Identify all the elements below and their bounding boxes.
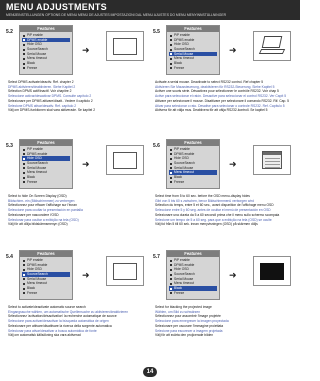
- bullet-icon: [170, 153, 172, 155]
- bullet-icon: [170, 149, 172, 151]
- projection-screen-illustration: [106, 145, 144, 175]
- description-pt: Ativar para selecionar o rato. Desative para selecionar o controle RS232. Ref. Capítulo 5: [155, 103, 285, 108]
- description-de: Wählen, um Bild zu schwärzen: [155, 309, 201, 314]
- description-fr: Sélection du temps, entre 5 et 60 sec., avant disparition de l'affichage menu OSD: [155, 203, 274, 208]
- osd-menu-item-label: SourceSearch: [174, 161, 195, 166]
- description-fr: Sélection DPMS actif/inactif. Voir chapitre 2: [8, 89, 72, 94]
- description-sv: Välj om automatisk källsökning ska vara aktiverad: [8, 333, 81, 338]
- bullet-icon: [170, 167, 172, 169]
- osd-menu-item-label: Freeze: [174, 179, 185, 184]
- osd-menu-item-label: DPMS enable: [27, 151, 48, 156]
- osd-menu: [166, 139, 220, 189]
- osd-menu-item-label: Freeze: [27, 290, 38, 295]
- osd-menu-list: [167, 257, 219, 296]
- bullet-icon: [23, 288, 25, 290]
- osd-menu-item-label: Serial Mouse: [27, 276, 47, 281]
- bullet-icon: [23, 269, 25, 271]
- osd-menu-item-label: Menu timeout: [27, 170, 47, 175]
- osd-menu-item-label: DPMS enable: [27, 37, 48, 42]
- osd-menu: [19, 250, 73, 300]
- osd-menu-title: Features: [167, 251, 219, 257]
- osd-menu-item-label: Freeze: [27, 65, 38, 70]
- section-number: 5.5: [153, 29, 160, 35]
- bullet-icon: [23, 283, 25, 285]
- bullet-icon: [23, 149, 25, 151]
- bullet-icon: [23, 167, 25, 169]
- osd-menu: [166, 250, 220, 300]
- bullet-icon: [23, 49, 25, 51]
- bullet-icon: [170, 44, 172, 46]
- thumbnail-title-bar: [263, 152, 281, 155]
- bullet-icon: [170, 181, 172, 183]
- osd-menu-item-label: Black: [174, 175, 183, 180]
- arrow-right-icon: ➜: [229, 45, 237, 55]
- description-sv: Aktivera för att välja mus. Deaktivera för att välja RS232-kontroll. Se kapitel 5: [155, 108, 268, 113]
- osd-menu-item[interactable]: [22, 66, 70, 71]
- osd-menu-list: [167, 32, 219, 71]
- projected-image-area: [260, 263, 284, 280]
- bullet-icon: [23, 181, 25, 183]
- description-de: DPMS aktivieren/deaktivieren. Siehe Kapitel 2: [8, 84, 76, 89]
- bullet-icon: [170, 274, 172, 276]
- language-titles: MENÜEINSTELLUNGEN OPTIONS DE MENU MENÚ DE AJUSTES IMPOSTAZIONI DAL MENU AJUSTES DO MENU MENYINNSTÄLLNINGER: [6, 13, 227, 17]
- projected-image-area: [113, 38, 137, 55]
- projection-screen-illustration: [253, 31, 291, 61]
- osd-menu-item[interactable]: [169, 291, 217, 296]
- description-es: Seleccione entre 5 y 60 seg. antes de ocultar el menú de presentación en OSD: [155, 208, 271, 213]
- description-block: [155, 305, 295, 338]
- page-title: MENU ADJUSTMENTS: [6, 2, 107, 12]
- bullet-icon: [170, 35, 172, 37]
- osd-menu-item-label: SourceSearch: [174, 47, 195, 52]
- description-fr: Activer une souris série. Désactivez pour sélectionner le contrôle RS232. Voir chap 5: [155, 89, 279, 94]
- section-number: 5.7: [153, 254, 160, 260]
- bullet-icon: [170, 264, 172, 266]
- osd-menu-item-label: Hide OSD: [27, 42, 42, 47]
- osd-menu-title: Features: [167, 140, 219, 146]
- description-es: Active para seleccionar el ratón. Desactive para seleccionar el control RS232. Ver Capít 5: [155, 94, 287, 99]
- bullet-icon: [170, 67, 172, 69]
- osd-menu-item-label: PiP enable: [174, 258, 190, 262]
- description-pt: Selecionar para ocultar a exibição na tela (OSD): [8, 217, 79, 222]
- description-pt: Selecione para escurecer a imagem projetada: [155, 328, 223, 333]
- osd-menu-item-label: SourceSearch: [174, 272, 195, 277]
- osd-menu-item-label: Black: [174, 61, 183, 66]
- osd-menu-item-label: PiP enable: [174, 147, 190, 151]
- osd-menu-item-label: Serial Mouse: [27, 165, 47, 170]
- osd-menu-item[interactable]: [22, 291, 70, 296]
- osd-menu-item-label: Black: [174, 286, 183, 291]
- arrow-right-icon: ➜: [229, 270, 237, 280]
- description-it: Selezionare per DPMS attivare/disatt.. Vedere il capitolo 2: [8, 98, 93, 103]
- osd-menu-item-label: Freeze: [174, 65, 185, 70]
- description-es: Seleccione activar/desactivar DPMS. Consulte capítulo 2: [8, 94, 92, 99]
- osd-menu-item-label: SourceSearch: [27, 161, 48, 166]
- bullet-icon: [23, 264, 25, 266]
- bullet-icon: [23, 58, 25, 60]
- bullet-icon: [170, 292, 172, 294]
- description-it: Selezionare per oscurare l'immagine proiettata: [155, 323, 224, 328]
- osd-menu-item-label: DPMS enable: [174, 37, 195, 42]
- description-sv: Välj om DPMS-funktionen skal vara aktiverade. Se kapitel 2: [8, 108, 96, 113]
- thumbnail-line: [265, 167, 280, 168]
- osd-menu-item-label: Freeze: [27, 179, 38, 184]
- bullet-icon: [170, 283, 172, 285]
- osd-menu-item-label: SourceSearch: [27, 47, 48, 52]
- laptop-screen: [262, 36, 283, 48]
- bullet-icon: [23, 163, 25, 165]
- osd-menu-item-label: Hide OSD: [27, 267, 42, 272]
- description-en: Activate a serial mouse. Deactivate to select RS232 control. Ref chapter 5: [155, 80, 264, 84]
- description-de: Gibt von 5 bis 60 s zwischen, bevor Bildschirmmenü verborgen wird: [155, 198, 254, 203]
- description-pt: Selecionar para ativar/desativar a busca automática de fonte: [8, 328, 97, 333]
- osd-menu-title: Features: [20, 140, 72, 146]
- description-de: Bildschirm- ein (Bildschirmmen) zu verbergen: [8, 198, 75, 203]
- section-5-4: [6, 250, 150, 366]
- bullet-icon: [23, 172, 25, 174]
- bullet-icon: [170, 163, 172, 165]
- bullet-icon: [23, 278, 25, 280]
- osd-menu-item-label: Menu timeout: [174, 281, 194, 286]
- osd-menu-item[interactable]: [22, 180, 70, 185]
- osd-menu-item-label: Menu timeout: [27, 281, 47, 286]
- description-en: Select DPMS activate/deactiv. Ref. chapter 2: [8, 80, 74, 84]
- osd-menu-item-label: SourceSearch: [27, 272, 48, 277]
- bullet-icon: [170, 260, 172, 262]
- osd-menu-item-label: DPMS enable: [174, 262, 195, 267]
- bullet-icon: [170, 58, 172, 60]
- arrow-right-icon: ➜: [82, 270, 90, 280]
- osd-menu-item-label: Hide OSD: [27, 156, 42, 161]
- bullet-icon: [23, 158, 25, 160]
- bullet-icon: [170, 278, 172, 280]
- bullet-icon: [170, 158, 172, 160]
- osd-menu-item-label: Menu timeout: [174, 56, 194, 61]
- osd-menu-item-label: DPMS enable: [27, 262, 48, 267]
- osd-menu-item-label: Hide OSD: [174, 42, 189, 47]
- description-sv: Välj för att dölja bildskärmsmenyn (OSD): [8, 222, 68, 227]
- projection-screen-illustration: [253, 256, 291, 286]
- osd-menu-title: Features: [167, 26, 219, 32]
- description-de: Aktivieren Sie Maussteuerung, deaktivieren für RS232-Steuerung. Siehe Kapitel 5: [155, 84, 275, 89]
- osd-menu-title: Features: [20, 251, 72, 257]
- section-number: 5.2: [6, 29, 13, 35]
- section-number: 5.4: [6, 254, 13, 260]
- description-en: Select to hide On Screen Display (OSD): [8, 194, 67, 198]
- description-sv: Välj för att svärta den projicerade bilden: [155, 333, 214, 338]
- osd-menu-item-label: Menu timeout: [27, 56, 47, 61]
- description-block: [8, 305, 148, 338]
- description-it: Attivare per selezionare il mouse. Disattivare per selezionare il comando RS232. Rif. Cap. 5: [155, 98, 289, 103]
- bullet-icon: [170, 53, 172, 55]
- description-block: [8, 80, 148, 113]
- description-fr: Sélectionnez 'activation/désactivation' la recherche automatique de source: [8, 314, 117, 319]
- osd-menu-item-label: Black: [27, 286, 36, 291]
- osd-menu-list: [20, 32, 72, 71]
- osd-menu-item-label: Serial Mouse: [174, 165, 194, 170]
- thumbnail-line: [265, 161, 280, 162]
- bullet-icon: [170, 288, 172, 290]
- bullet-icon: [23, 39, 25, 41]
- description-en: Select to activate/deactivate automatic source search: [8, 305, 86, 309]
- description-block: [155, 194, 295, 227]
- description-fr: Sélectionnez pour assombrir l'image projetée: [155, 314, 221, 319]
- laptop-icon: [260, 36, 286, 58]
- thumbnail-line: [265, 164, 280, 165]
- osd-menu-item-label: Serial Mouse: [174, 51, 194, 56]
- description-pt: Selecione DPMS ativar/desativ. Ref. capítulo 2: [8, 103, 77, 108]
- bullet-icon: [23, 35, 25, 37]
- bullet-icon: [23, 274, 25, 276]
- description-en: Select time from 5 to 60 sec. before the OSD menu-display hides: [155, 194, 250, 198]
- bullet-icon: [170, 172, 172, 174]
- osd-menu-item-label: Black: [27, 175, 36, 180]
- bullet-icon: [170, 63, 172, 65]
- section-5-5: [153, 25, 297, 141]
- osd-menu-item-label: PiP enable: [174, 33, 190, 37]
- bullet-icon: [23, 44, 25, 46]
- bullet-icon: [170, 177, 172, 179]
- description-en: Select for blacking the projected image: [155, 305, 212, 309]
- laptop-base: [259, 49, 285, 54]
- section-5-7: [153, 250, 297, 366]
- osd-menu: [19, 139, 73, 189]
- description-es: Seleccione para activar/desactivar la búsqueda automática de origen: [8, 319, 109, 324]
- osd-menu-item-label: DPMS enable: [174, 151, 195, 156]
- description-it: Selezionare per nascondere l'OSD: [8, 212, 59, 217]
- section-5-3: [6, 139, 150, 255]
- description-pt: Selecione um tempo de 5 a 60 seg. para que a exibição na tela (OSD) se oculte: [155, 217, 272, 222]
- description-block: [8, 194, 148, 227]
- bullet-icon: [23, 63, 25, 65]
- osd-menu-item-label: Hide OSD: [174, 267, 189, 272]
- description-de: Eingangssuche wählen, um automatische Quellensuche zu aktivieren/deaktivieren: [8, 309, 129, 314]
- osd-menu-list: [20, 257, 72, 296]
- description-it: Selezionare per attivare/disattivare la ricerca della sorgente automatica: [8, 323, 112, 328]
- description-es: Seleccione para ennegrecer la imagen proyectada: [155, 319, 229, 324]
- description-sv: Välj tid från 5 till 60 sek. innan menyvisningen (OSD) på skärmen döljs: [155, 222, 258, 227]
- osd-menu-item-label: Menu timeout: [174, 170, 194, 175]
- projection-screen-illustration: [106, 31, 144, 61]
- bullet-icon: [23, 260, 25, 262]
- osd-menu-item[interactable]: [169, 66, 217, 71]
- osd-menu-item-label: PiP enable: [27, 33, 43, 37]
- description-es: Seleccione para ocultar la presentación en pantalla: [8, 208, 83, 213]
- bullet-icon: [170, 269, 172, 271]
- projected-image-area: [113, 152, 137, 169]
- section-5-6: [153, 139, 297, 255]
- bullet-icon: [170, 39, 172, 41]
- bullet-icon: [23, 177, 25, 179]
- projection-screen-illustration: [253, 145, 291, 175]
- projection-screen-illustration: [106, 256, 144, 286]
- projected-image-area: [113, 263, 137, 280]
- description-it: Selezionare una durata da 5 a 60 secondi prima che il menu sullo schermo scompaia: [155, 212, 280, 217]
- arrow-right-icon: ➜: [82, 45, 90, 55]
- osd-menu-item-label: Freeze: [174, 290, 185, 295]
- bullet-icon: [170, 49, 172, 51]
- page-number: 14: [143, 367, 157, 377]
- description-block: [155, 80, 295, 113]
- osd-menu: [166, 25, 220, 75]
- osd-menu-list: [167, 146, 219, 185]
- header-bar: [0, 0, 300, 20]
- osd-menu-item-label: PiP enable: [27, 258, 43, 262]
- osd-menu: [19, 25, 73, 75]
- bullet-icon: [23, 153, 25, 155]
- section-5-2: [6, 25, 150, 141]
- osd-menu-item-label: Black: [27, 61, 36, 66]
- osd-menu-title: Features: [20, 26, 72, 32]
- section-number: 5.3: [6, 143, 13, 149]
- osd-menu-item-label: Serial Mouse: [27, 51, 47, 56]
- thumbnail-line: [265, 158, 280, 159]
- osd-menu-item-label: Serial Mouse: [174, 276, 194, 281]
- bullet-icon: [23, 67, 25, 69]
- arrow-right-icon: ➜: [82, 159, 90, 169]
- osd-menu-item-label: PiP enable: [27, 147, 43, 151]
- bullet-icon: [23, 53, 25, 55]
- osd-menu-thumbnail: [262, 151, 282, 169]
- arrow-right-icon: ➜: [229, 159, 237, 169]
- osd-menu-item[interactable]: [169, 180, 217, 185]
- description-fr: Sélectionnez pour effacer l'affichage sur l'écran: [8, 203, 77, 208]
- osd-menu-list: [20, 146, 72, 185]
- section-number: 5.6: [153, 143, 160, 149]
- bullet-icon: [23, 292, 25, 294]
- osd-menu-item-label: Hide OSD: [174, 156, 189, 161]
